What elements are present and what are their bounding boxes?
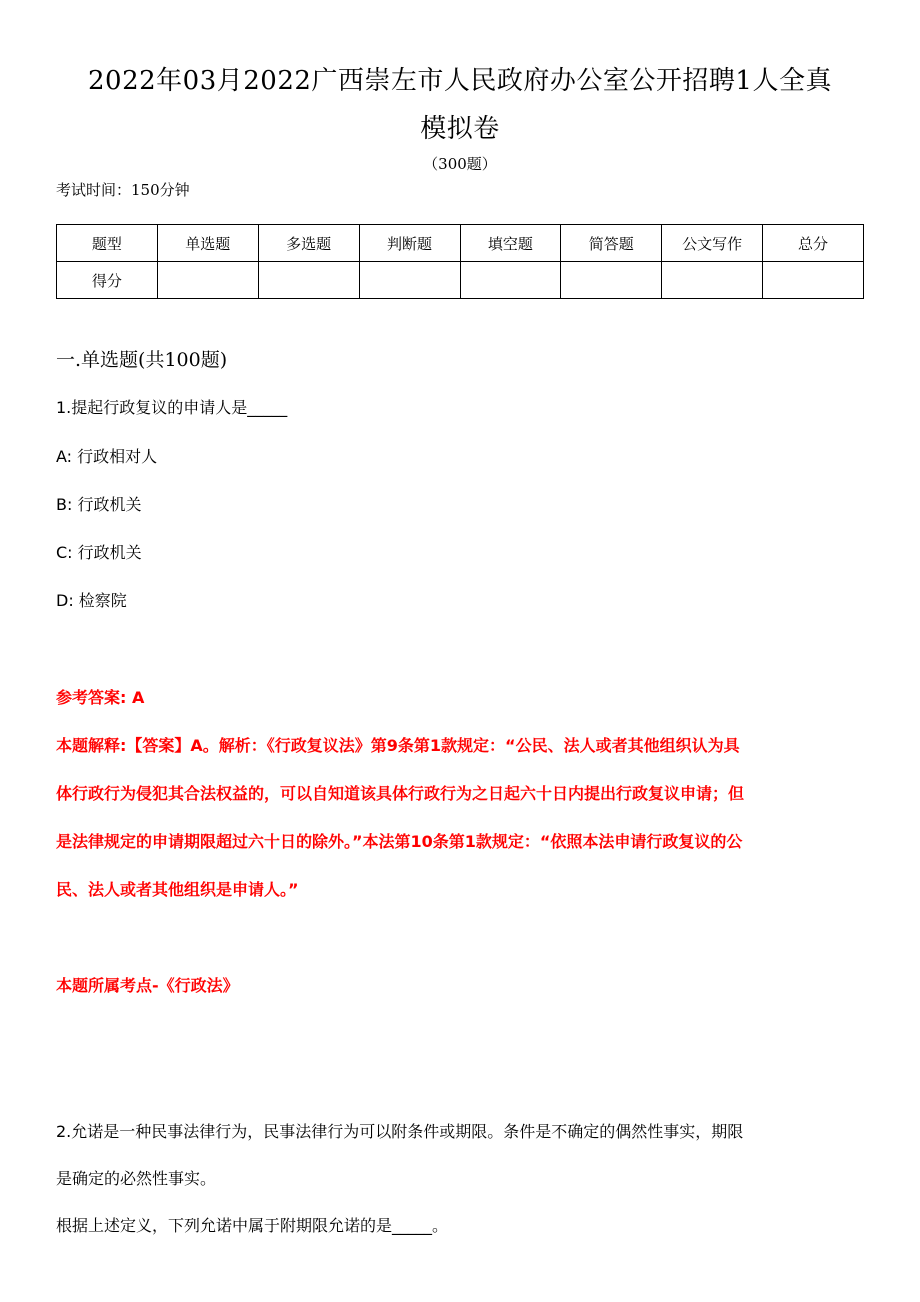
explanation-line: 民、法人或者其他组织是申请人。” xyxy=(56,880,299,899)
document-title-line-2: 模拟卷 xyxy=(420,114,500,144)
exam-time: 考试时间：150分钟 xyxy=(56,181,190,199)
score-cell xyxy=(561,262,662,299)
score-table-header-cell: 公文写作 xyxy=(662,225,763,262)
score-table-header-cell: 题型 xyxy=(57,225,158,262)
score-table-header-row xyxy=(57,225,864,262)
question-2-prompt: 根据上述定义，下列允诺中属于附期限允诺的是_____。 xyxy=(56,1216,449,1235)
score-table-header-cell: 填空题 xyxy=(460,225,561,262)
score-table-header-cell: 总分 xyxy=(763,225,864,262)
explanation-line: 是法律规定的申请期限超过六十日的除外。”本法第10条第1款规定：“依照本法申请行政复议的公 xyxy=(56,832,743,851)
question-count-subtitle: （300题） xyxy=(423,155,497,173)
score-table xyxy=(56,224,864,299)
score-table-score-row xyxy=(57,262,864,299)
question-1-topic: 本题所属考点-《行政法》 xyxy=(56,976,239,995)
question-1-answer: 参考答案: A xyxy=(56,688,145,707)
score-cell xyxy=(258,262,359,299)
question-1-explanation xyxy=(56,722,856,914)
score-cell xyxy=(460,262,561,299)
explanation-line: 本题解释:【答案】A。解析：《行政复议法》第9条第1款规定：“公民、法人或者其他组织认为具 xyxy=(56,736,740,755)
document-title-line-1: 2022年03月2022广西崇左市人民政府办公室公开招聘1人全真 xyxy=(88,66,832,96)
question-2-stem-line: 是确定的必然性事实。 xyxy=(56,1169,217,1188)
question-1-option-d: D: 检察院 xyxy=(56,591,127,610)
score-table-header-cell: 判断题 xyxy=(359,225,460,262)
question-1-option-b: B: 行政机关 xyxy=(56,495,142,514)
score-cell xyxy=(157,262,258,299)
score-table-header-cell: 多选题 xyxy=(258,225,359,262)
score-cell xyxy=(359,262,460,299)
question-1-option-a: A: 行政相对人 xyxy=(56,447,158,466)
score-cell xyxy=(662,262,763,299)
question-1-option-c: C: 行政机关 xyxy=(56,543,142,562)
score-table-header-cell: 单选题 xyxy=(157,225,258,262)
explanation-line: 体行政行为侵犯其合法权益的，可以自知道该具体行政行为之日起六十日内提出行政复议申请；但 xyxy=(56,784,745,803)
score-cell xyxy=(763,262,864,299)
score-table-header-cell: 简答题 xyxy=(561,225,662,262)
question-2-stem-line: 2.允诺是一种民事法律行为，民事法律行为可以附条件或期限。条件是不确定的偶然性事实，期限 xyxy=(56,1122,744,1141)
question-1-stem: 1.提起行政复议的申请人是_____ xyxy=(56,398,288,417)
score-row-label: 得分 xyxy=(57,262,158,299)
section-heading: 一.单选题(共100题) xyxy=(56,349,228,371)
